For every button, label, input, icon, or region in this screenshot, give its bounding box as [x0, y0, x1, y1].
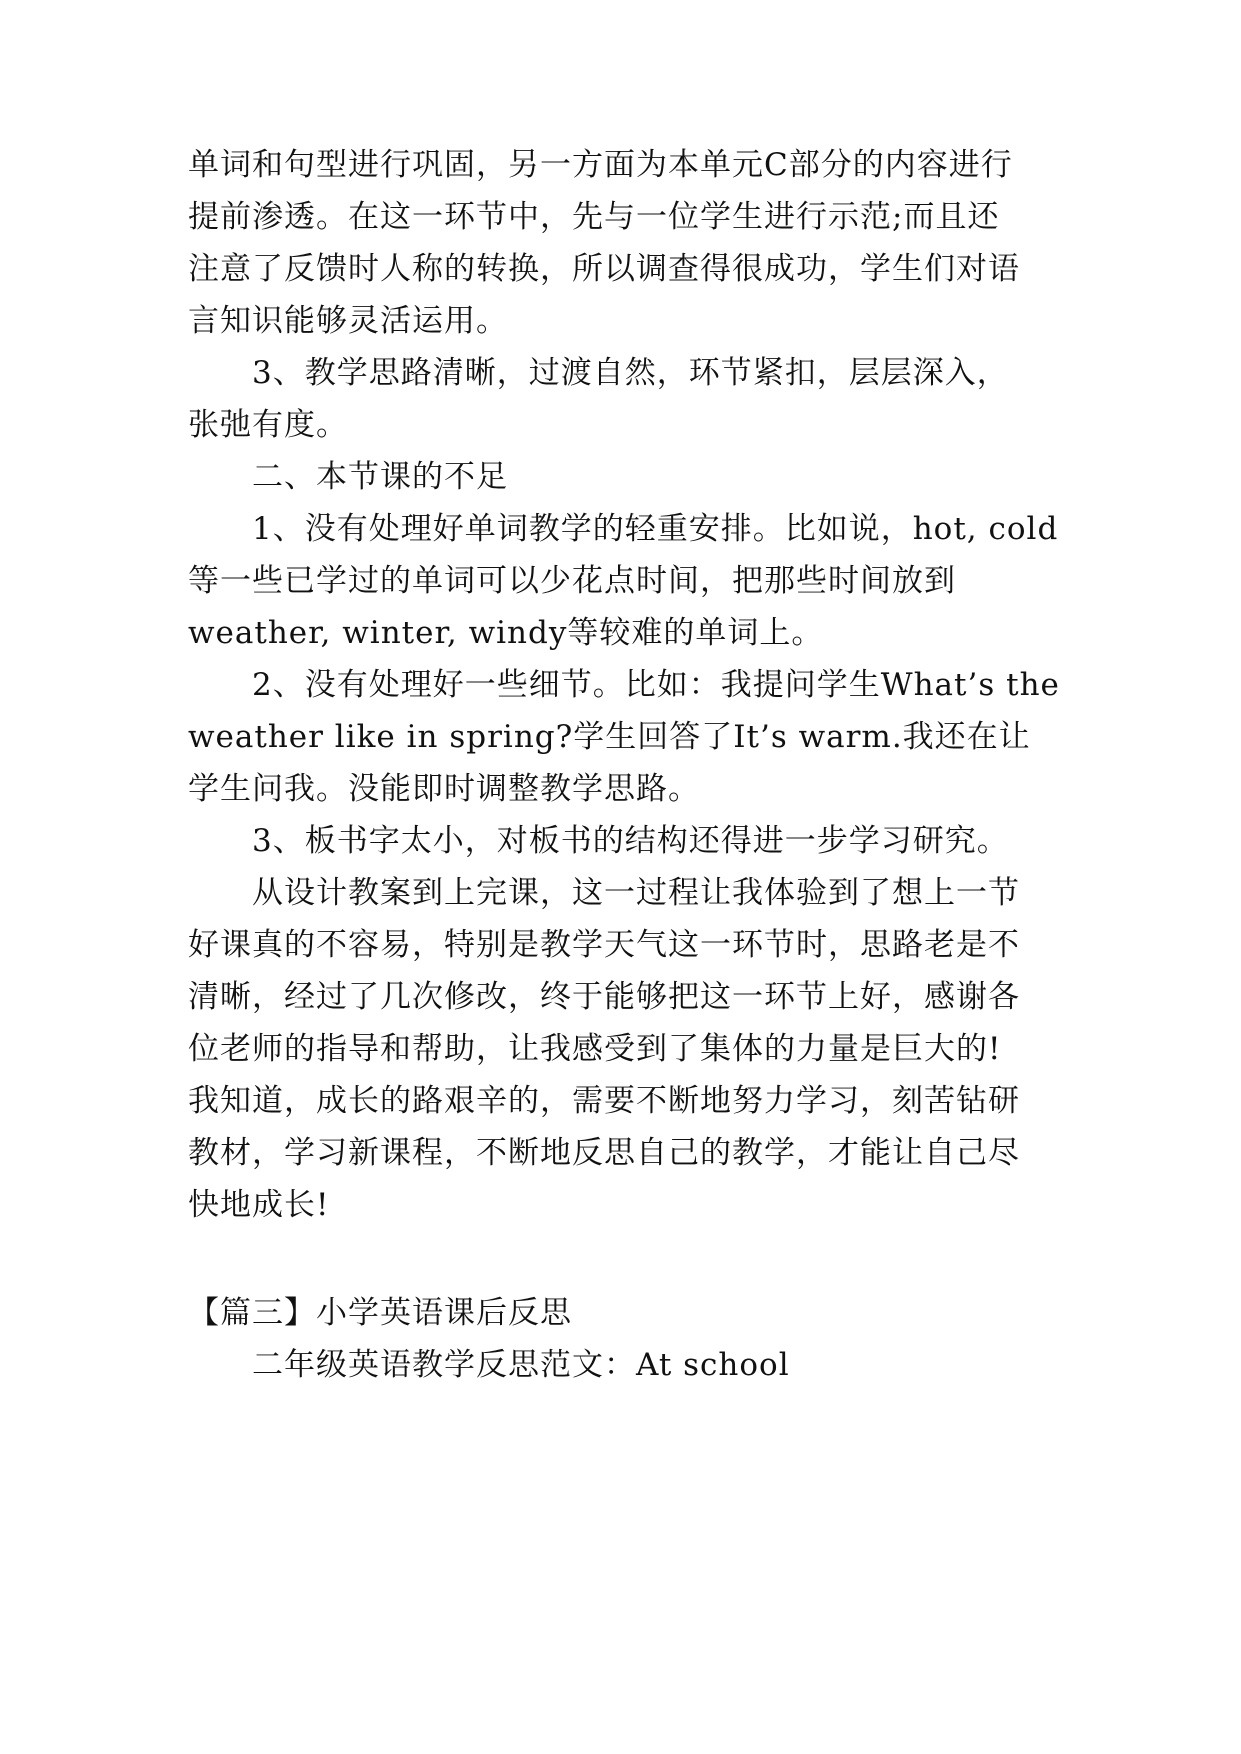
text-line: 2、没有处理好一些细节。比如：我提问学生What’s the — [252, 667, 1060, 703]
text-line: 我知道，成长的路艰辛的，需要不断地努力学习，刻苦钻研 — [188, 1083, 1020, 1119]
article-subtitle: 二年级英语教学反思范文：At school — [252, 1347, 790, 1383]
text-line: 学生问我。没能即时调整教学思路。 — [188, 771, 700, 807]
text-line: weather, winter, windy等较难的单词上。 — [188, 615, 824, 651]
text-line: 从设计教案到上完课，这一过程让我体验到了想上一节 — [252, 875, 1020, 911]
article-title: 【篇三】小学英语课后反思 — [188, 1295, 572, 1331]
text-line: 3、教学思路清晰，过渡自然，环节紧扣，层层深入， — [252, 355, 1009, 391]
text-line: 等一些已学过的单词可以少花点时间，把那些时间放到 — [188, 563, 956, 599]
text-line: 3、板书字太小，对板书的结构还得进一步学习研究。 — [252, 823, 1009, 859]
text-line: 快地成长! — [188, 1187, 330, 1223]
text-line: 言知识能够灵活运用。 — [188, 303, 508, 339]
text-line: 张弛有度。 — [188, 407, 348, 443]
text-line: 注意了反馈时人称的转换，所以调查得很成功，学生们对语 — [188, 251, 1020, 287]
text-line: 1、没有处理好单词教学的轻重安排。比如说，hot, cold — [252, 511, 1059, 547]
text-line: 单词和句型进行巩固，另一方面为本单元C部分的内容进行 — [188, 147, 1013, 183]
text-line: 教材，学习新课程，不断地反思自己的教学，才能让自己尽 — [188, 1135, 1020, 1171]
text-line: 提前渗透。在这一环节中，先与一位学生进行示范;而且还 — [188, 199, 1000, 235]
section-heading: 二、本节课的不足 — [252, 459, 508, 495]
text-line: 位老师的指导和帮助，让我感受到了集体的力量是巨大的! — [188, 1031, 1002, 1067]
text-line: 好课真的不容易，特别是教学天气这一环节时，思路老是不 — [188, 927, 1020, 963]
text-line: weather like in spring?学生回答了It’s warm.我还在让 — [188, 719, 1031, 755]
text-line: 清晰，经过了几次修改，终于能够把这一环节上好，感谢各 — [188, 979, 1020, 1015]
